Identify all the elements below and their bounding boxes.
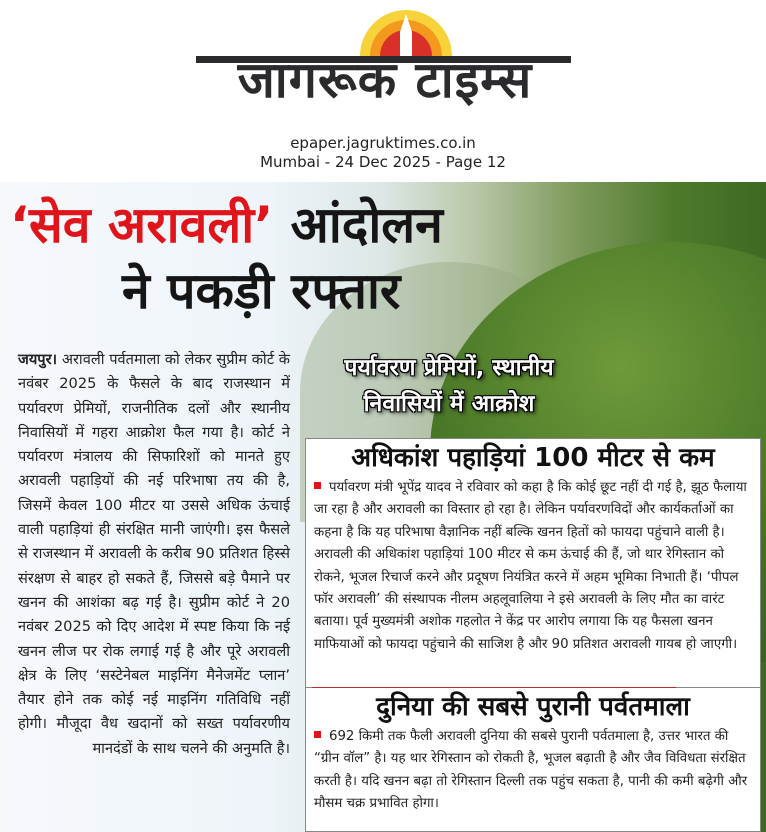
- article-subhead: [304, 350, 594, 422]
- article-clipping: [0, 182, 766, 832]
- red-bullet-icon: [314, 482, 321, 489]
- sidebar-box-oldest-range: [305, 688, 761, 832]
- newspaper-logo: जागरूक टाइम्स: [237, 51, 533, 109]
- box2-heading: दुनिया की सबसे पुरानी पर्वतमाला: [376, 692, 690, 722]
- edition-line: Mumbai - 24 Dec 2025 - Page 12: [260, 153, 506, 171]
- headline-quoted: ‘सेव अरावली’: [10, 196, 274, 254]
- red-bullet-icon: [314, 731, 321, 738]
- subhead-line1: पर्यावरण प्रेमियों, स्थानीय: [344, 355, 554, 381]
- headline-line2: ने पकड़ी रफ्तार: [122, 262, 401, 320]
- sidebar-box-hills-height: [305, 438, 761, 688]
- box1-body: पर्यावरण मंत्री भूपेंद्र यादव ने रविवार को कहा है कि कोई छूट नहीं दी गई है, झूठ फैलाया जा रहा है और अरावली का विस्तार हो रहा है। लेकिन पर्यावरणविदों और कार्यकर्ताओं का कहना है कि यह परिभाषा वैज्ञानिक नहीं बल्कि खनन हितों को फायदा पहुंचाने वाली है। अरावली की अधिकांश पहाड़ियां 100 मीटर से कम ऊंचाई की हैं, जो थार रेगिस्तान को रोकने, भूजल रिचार्ज करने और प्रदूषण नियंत्रित करने में अहम भूमिका निभाती हैं। ‘पीपल फॉर अरावली’ की संस्थापक नीलम अहलूवालिया ने इसे अरावली के लिए मौत का वारंट बताया। पूर्व मुख्यमंत्री अशोक गहलोत ने केंद्र पर आरोप लगाया कि यह फैसला खनन माफियाओं को फायदा पहुंचाने की साजिश है और 90 प्रतिशत अरावली गायब हो जाएगी।: [314, 480, 747, 652]
- epaper-url: epaper.jagruktimes.co.in: [290, 134, 476, 152]
- article-headline: [10, 192, 610, 324]
- lead-body: अरावली पर्वतमाला को लेकर सुप्रीम कोर्ट के नवंबर 2025 के फैसले के बाद राजस्थान में पर्यावरण प्रेमियों, राजनीतिक दलों और स्थानीय निवासियों में गहरा आक्रोश फैल गया है। कोर्ट ने पर्यावरण मंत्रालय की सिफारिशों को मानते हुए अरावली पहाड़ियों की नई परिभाषा तय की है, जिसमें केवल 100 मीटर या उससे अधिक ऊंचाई वाली पहाड़ियां ही संरक्षित मानी जाएंगी। इस फैसले से राजस्थान में अरावली के करीब 90 प्रतिशत हिस्से संरक्षण से बाहर हो सकते हैं, जिससे बड़े पैमाने पर खनन की आशंका बढ़ गई है। सुप्रीम कोर्ट ने 20 नवंबर 2025 को दिए आदेश में स्पष्ट किया कि नई खनन लीज पर रोक लगाई गई है और पूरे अरावली क्षेत्र के लिए ‘सस्टेनेबल माइनिंग मैनेजमेंट प्लान’ तैयार होने तक कोई नई माइनिंग गतिविधि नहीं होगी। मौजूदा वैध खदानों को सख्त पर्यावरणीय मानदंडों के साथ चलने की अनुमति है।: [18, 351, 290, 757]
- box1-heading: अधिकांश पहाड़ियां 100 मीटर से कम: [351, 443, 715, 473]
- dateline: जयपुर।: [18, 351, 58, 368]
- headline-line1-rest: आंदोलन: [290, 196, 443, 254]
- subhead-line2: निवासियों में आक्रोश: [363, 391, 535, 417]
- lead-paragraph: [18, 348, 290, 761]
- masthead: [0, 0, 766, 178]
- box2-body: 692 किमी तक फैली अरावली दुनिया की सबसे पुरानी पर्वतमाला है, उत्तर भारत की “ग्रीन वॉल” है। यह थार रेगिस्तान को रोकती है, भूजल बढ़ाती है और जैव विविधता संरक्षित करती है। यदि खनन बढ़ा तो रेगिस्तान दिल्ली तक पहुंच सकता है, पानी की कमी बढ़ेगी और मौसम चक्र प्रभावित होगा।: [314, 729, 748, 812]
